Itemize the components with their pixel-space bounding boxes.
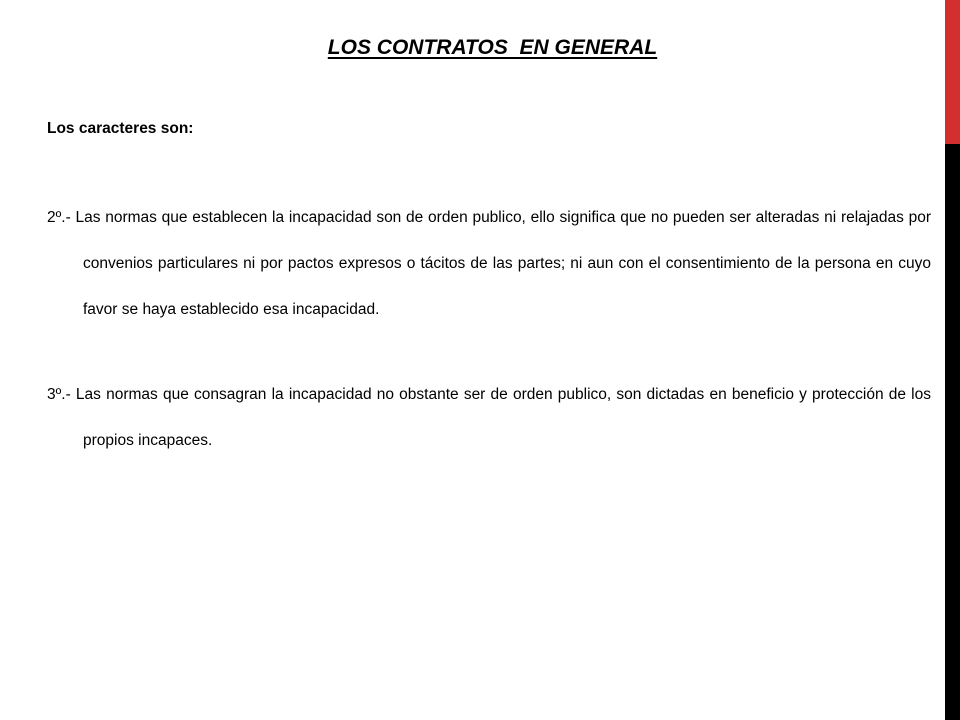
paragraph-point-2: 2º.- Las normas que establecen la incapacidad son de orden publico, ello significa que no pueden ser alteradas ni relajadas por convenios particulares ni por pactos expresos o tácitos de las partes; ni aun con el consentimiento de la persona en cuyo favor se haya establecido esa incapacidad.	[47, 209, 931, 318]
slide-title: LOS CONTRATOS EN GENERAL	[327, 36, 658, 59]
paragraph-point-3: 3º.- Las normas que consagran la incapacidad no obstante ser de orden publico, son dictadas en beneficio y protección de los propios incapaces.	[47, 386, 931, 449]
decorative-side-bar	[945, 0, 960, 720]
slide-subtitle: Los caracteres son:	[47, 120, 194, 137]
side-bar-red-segment	[945, 0, 960, 144]
side-bar-black-segment	[945, 144, 960, 720]
